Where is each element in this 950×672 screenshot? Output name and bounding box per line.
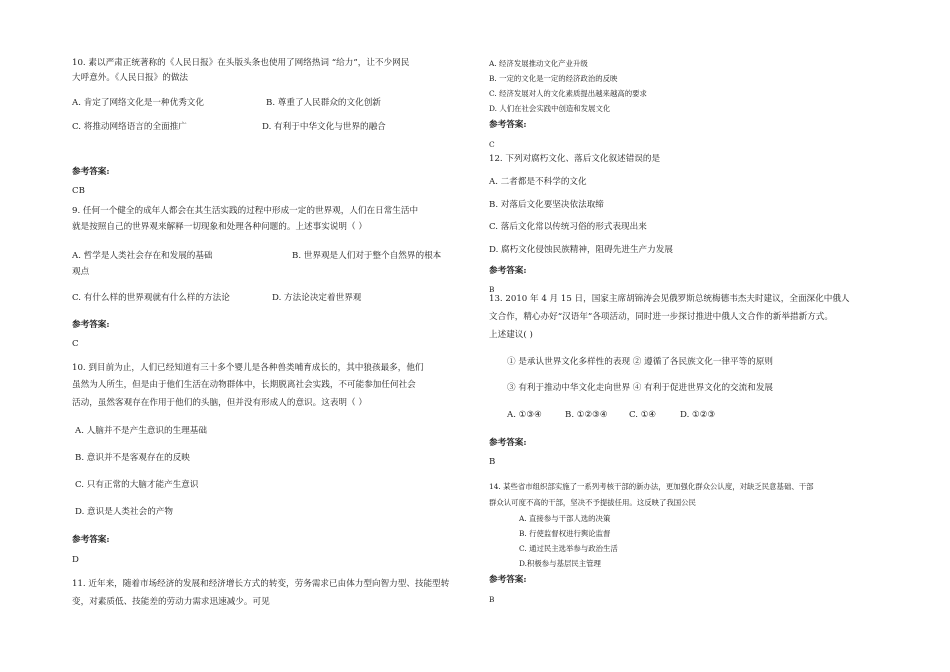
q12-answer: B <box>489 285 495 294</box>
q12-answer-label: 参考答案: <box>489 266 527 276</box>
q10b-option-a: A. 人脑并不是产生意识的生理基础 <box>75 426 207 436</box>
q10a-stem-line1: 10. 素以严肃正统著称的《人民日报》在头版头条也使用了网络热词 “给力”，让不少网民 <box>72 58 410 68</box>
q11-option-d: D. 人们在社会实践中创造和发展文化 <box>489 104 611 113</box>
q14-stem-line1: 14. 某些省市组织部实施了一系列考核干部的新办法，更加强化群众公认度，对缺乏民意基础、干部 <box>489 482 814 491</box>
q11-stem-line2: 变，对素质低、技能差的劳动力需求迅速减少。可见 <box>72 597 270 607</box>
q11-stem-line1: 11. 近年来，随着市场经济的发展和经济增长方式的转变，劳务需求已由体力型向智力型、技能型转 <box>72 579 450 589</box>
q10b-stem-line1: 10. 到目前为止，人们已经知道有三十多个婴儿是各种兽类哺育成长的，其中狼孩最多，他们 <box>72 363 424 373</box>
q11-option-c: C. 经济发展对人的文化素质提出越来越高的要求 <box>489 89 647 98</box>
q12-stem: 12. 下列对腐朽文化、落后文化叙述错误的是 <box>489 154 661 164</box>
q10a-option-c: C. 将推动网络语言的全面推广 <box>72 122 187 132</box>
q13-answer: B <box>489 457 496 467</box>
q9-answer-label: 参考答案: <box>72 320 110 330</box>
q13-items-1: ① 是承认世界文化多样性的表现 ② 遵循了各民族文化一律平等的原则 <box>507 357 774 367</box>
q14-answer: B <box>489 595 495 604</box>
q9-option-b: B. 世界观是人们对于整个自然界的根本 <box>292 251 442 261</box>
q9-stem-line2: 就是按照自己的世界观来解释一切现象和处理各种问题的。上述事实说明（ ） <box>72 222 367 232</box>
q10a-option-b: B. 尊重了人民群众的文化创新 <box>266 98 381 108</box>
q11-answer: C <box>489 140 495 149</box>
q13-stem-line3: 上述建议( ) <box>489 330 533 340</box>
q10b-option-d: D. 意识是人类社会的产物 <box>75 507 173 517</box>
q12-option-a: A. 二者都是不科学的文化 <box>489 177 587 187</box>
q13-answer-label: 参考答案: <box>489 438 527 448</box>
q14-stem-line2: 群众认可度不高的干部，坚决不予提拔任用。这反映了我国公民 <box>489 498 696 507</box>
q13-option-d: D. ①②③ <box>680 410 716 420</box>
q10b-answer-label: 参考答案: <box>72 535 110 545</box>
q10a-answer-label: 参考答案: <box>72 167 110 177</box>
q9-option-d: D. 方法论决定着世界观 <box>272 293 362 303</box>
q10a-stem-line2: 大呼意外。《人民日报》的做法 <box>72 73 189 83</box>
q13-option-b: B. ①②③④ <box>565 410 608 420</box>
q9-stem-line1: 9. 任何一个健全的成年人都会在其生活实践的过程中形成一定的世界观，人们在日常生活中 <box>72 206 419 216</box>
q12-option-b: B. 对落后文化要坚决依法取缔 <box>489 200 604 210</box>
q14-answer-label: 参考答案: <box>489 575 527 585</box>
q10b-answer: D <box>72 555 79 565</box>
q14-option-d: D.积极参与基层民主管理 <box>519 559 601 568</box>
q11-answer-label: 参考答案: <box>489 120 527 130</box>
q10b-option-b: B. 意识并不是客观存在的反映 <box>75 453 190 463</box>
q12-option-d: D. 腐朽文化侵蚀民族精神，阻碍先进生产力发展 <box>489 245 673 255</box>
q9-option-a: A. 哲学是人类社会存在和发展的基础 <box>72 251 213 261</box>
q13-items-2: ③ 有利于推动中华文化走向世界 ④ 有利于促进世界文化的交流和发展 <box>507 383 774 393</box>
q11-option-a: A. 经济发展推动文化产业升级 <box>489 59 588 68</box>
q9-answer: C <box>72 339 79 349</box>
q10a-option-a: A. 肯定了网络文化是一种优秀文化 <box>72 98 204 108</box>
q11-option-b: B. 一定的文化是一定的经济政治的反映 <box>489 74 618 83</box>
q13-stem-line2: 文合作，精心办好“汉语年”各项活动，同时进一步探讨推进中俄人文合作的新举措新方式。 <box>489 312 833 322</box>
q12-option-c: C. 落后文化常以传统习俗的形式表现出来 <box>489 222 647 232</box>
q10a-answer: CB <box>72 186 85 196</box>
q13-option-a: A. ①③④ <box>507 410 542 420</box>
q9-option-c: C. 有什么样的世界观就有什么样的方法论 <box>72 293 230 303</box>
q13-option-c: C. ①④ <box>629 410 657 420</box>
q14-option-b: B. 行使监督权进行舆论监督 <box>519 529 611 538</box>
q14-option-a: A. 直接参与干部人选的决策 <box>519 514 611 523</box>
q14-option-c: C. 通过民主选举参与政治生活 <box>519 544 618 553</box>
q10a-option-d: D. 有利于中华文化与世界的融合 <box>262 122 386 132</box>
q9-option-b-cont: 观点 <box>72 267 90 277</box>
q10b-stem-line2: 虽然为人所生，但是由于他们生活在动物群体中，长期脱离社会实践，不可能参加任何社会 <box>72 380 416 390</box>
q10b-option-c: C. 只有正常的大脑才能产生意识 <box>75 480 199 490</box>
q13-stem-line1: 13. 2010 年 4 月 15 日，国家主席胡锦涛会见俄罗斯总统梅德韦杰夫时建议，全面深化中俄人 <box>489 294 850 304</box>
q10b-stem-line3: 活动，虽然客观存在作用于他们的头脑，但并没有形成人的意识。这表明（ ） <box>72 398 367 408</box>
